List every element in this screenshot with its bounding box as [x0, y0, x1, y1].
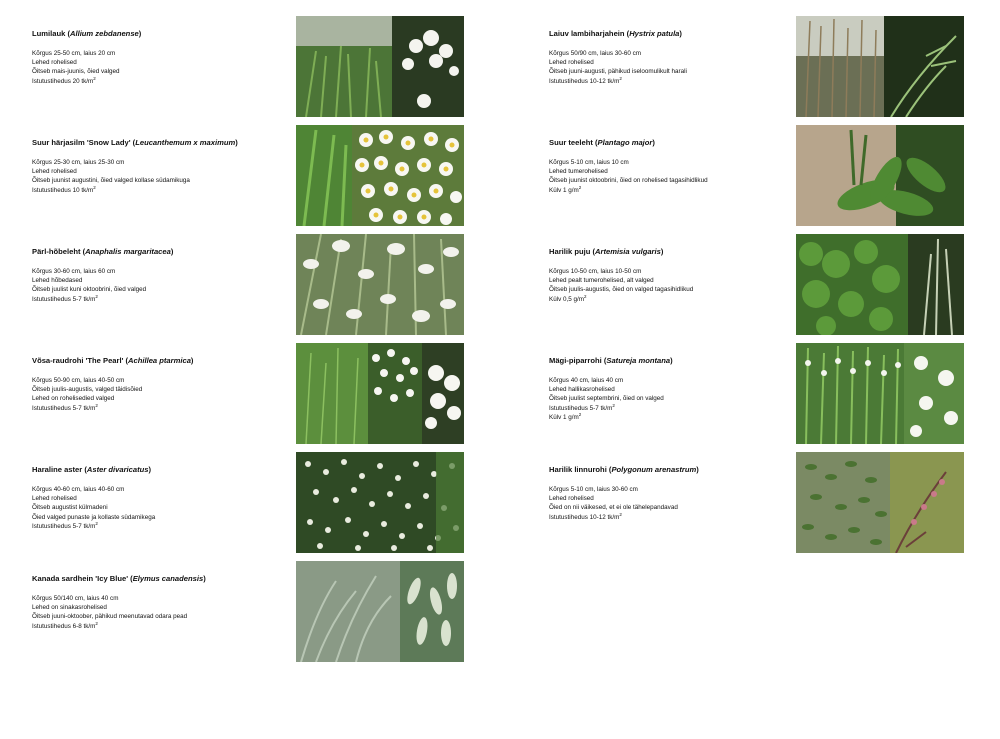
achillea-photo [296, 343, 464, 444]
superscript: 2 [578, 184, 582, 190]
plant-entry-suur-harjasilm: Suur härjasilm 'Snow Lady' (Leucanthemum x maximum) Kõrgus 25-30 cm, laius 25-30 cm Lehed rohelised Õitseb juunist augustini, õied valged kollase südamikuga Istutustihedus 10 $tk/m^2$ [32, 138, 282, 195]
superscript: 2 [619, 511, 622, 517]
plant-spec-line: Õitseb juunist oktoobrini, õied on rohelised tagasihidlikud [549, 177, 708, 185]
plant-spec-line: Istutustihedus 5-7 tk/m [549, 404, 613, 412]
anaphalis-photo [296, 234, 464, 335]
plant-spec-line: Lehed tumerohelised [549, 168, 608, 176]
plant-entry-haraline-aster: Haraline aster (Aster divaricatus) Kõrgus 40-60 cm, laius 40-60 cm Lehed rohelised Õitseb augustist külmadeni Õied valged punaste ja kollaste südamikega Istutustihedus 5-7 $tk/m^2$ [32, 465, 282, 531]
plant-spec-line: Lehed hallikasrohelised [549, 386, 615, 394]
plant-entry-parl-hobeleht: Pärl-hõbeleht (Anaphalis margaritacea) Kõrgus 30-60 cm, laius 60 cm Lehed hõbedased Õitseb juulist kuni oktoobrini, õied valged Istutustihedus 5-7 $tk/m^2$ [32, 247, 282, 304]
hystrix-photo [796, 16, 964, 117]
plant-spec-line: Õitseb mais-juunis, õied valged [32, 68, 120, 76]
plant-entry-harilik-puju: Harilik puju (Artemisia vulgaris) Kõrgus 10-50 cm, laius 10-50 cm Lehed pealt tumerohelised, alt valged Õitseb juulis-augustis, õied on valged tagasihidlikud Külv 0,5 $g/m^2$ [549, 247, 799, 304]
allium-photo [296, 16, 464, 117]
plant-latin-name: Polygonum arenastrum [611, 465, 697, 474]
plant-spec-line: Istutustihedus 6-8 tk/m [32, 622, 96, 630]
plant-spec-line: Lehed on rohelisedied valged [32, 395, 115, 403]
plant-entry-vosa-raudrohi: Võsa-raudrohi 'The Pearl' (Achillea ptarmica) Kõrgus 50-90 cm, laius 40-50 cm Õitseb juulis-augustis, valged täidisõied Lehed on rohelisedied valged Istutustihedus 5-7 $tk/m^2$ [32, 356, 282, 413]
plant-entry-magi-piparrohi: Mägi-piparrohi (Satureja montana) Kõrgus 40 cm, laius 40 cm Lehed hallikasrohelised Õitseb juulist septembrini, õied on valged Istutustihedus 5-7 $tk/m^2$ Külv 1 $g/m^2$ [549, 356, 799, 422]
plant-spec-line: Kõrgus 30-60 cm, laius 60 cm [32, 268, 116, 275]
plant-spec-line: Istutustihedus 10-12 tk/m [549, 513, 620, 521]
plant-spec-line: Kõrgus 50/140 cm, laius 40 cm [32, 595, 119, 602]
plant-spec-line: Kõrgus 40 cm, laius 40 cm [549, 377, 624, 384]
plant-common-name: Suur härjasilm 'Snow Lady' [32, 138, 131, 147]
plantago-photo [796, 125, 964, 226]
superscript: 2 [95, 520, 98, 526]
plant-spec-line: Külv 1 g/m [549, 413, 579, 421]
plant-spec-line: Õitseb juulist kuni oktoobrini, õied valged [32, 286, 147, 294]
plant-spec-line: Õitseb juunist augustini, õied valged kollase südamikuga [32, 177, 190, 185]
plant-spec-line: Õitseb juuni-augusti, pähikud iseloomulikult harali [549, 68, 687, 76]
polygonum-photo [796, 452, 964, 553]
plant-latin-name: Aster divaricatus [86, 465, 149, 474]
plant-spec-line: Külv 0,5 g/m [549, 295, 584, 303]
superscript: 2 [578, 411, 582, 417]
plant-common-name: Harilik puju [549, 247, 591, 256]
plant-common-name: Harilik linnurohi [549, 465, 607, 474]
plant-entry-kanada-sardhein: Kanada sardhein 'Icy Blue' (Elymus canadensis) Kõrgus 50/140 cm, laius 40 cm Lehed on sinakasrohelised Õitseb juuni-oktoober, pähikud meenutavad odara pead Istutustihedus 6-8 $tk/m^2$ [32, 574, 282, 631]
plant-spec-line: Kõrgus 50-90 cm, laius 40-50 cm [32, 377, 125, 384]
plant-common-name: Võsa-raudrohi 'The Pearl' [32, 356, 124, 365]
plant-common-name: Mägi-piparrohi [549, 356, 602, 365]
plant-spec-line: Õitseb augustist külmadeni [32, 504, 108, 512]
plant-spec-line: Istutustihedus 5-7 tk/m [32, 522, 96, 530]
plant-latin-name: Anaphalis margaritacea [85, 247, 171, 256]
plant-spec-line: Kõrgus 25-50 cm, laius 20 cm [32, 50, 116, 57]
plant-spec-line: Lehed rohelised [549, 495, 594, 503]
aster-photo [296, 452, 464, 553]
plant-spec-line: Õied on nii väikesed, et ei ole tähelepandavad [549, 504, 678, 512]
plant-spec-line: Kõrgus 50/90 cm, laius 30-60 cm [549, 50, 642, 57]
plant-spec-line: Kõrgus 5-10 cm, laius 10 cm [549, 159, 629, 166]
plant-entry-lumilauk: Lumilauk (Allium zebdanense) Kõrgus 25-50 cm, laius 20 cm Lehed rohelised Õitseb mais-juunis, õied valged Istutustihedus 20 $tk/m^2$ [32, 29, 282, 86]
plant-spec-line: Õitseb juuni-oktoober, pähikud meenutavad odara pead [32, 613, 188, 621]
superscript: 2 [584, 293, 587, 299]
plant-latin-name: Achillea ptarmica [128, 356, 191, 365]
plant-spec-line: Õitseb juulis-augustis, õied on valged tagasihidlikud [549, 286, 694, 294]
plant-spec-line: Istutustihedus 5-7 tk/m [32, 295, 96, 303]
plant-spec-line: Istutustihedus 10-12 tk/m [549, 77, 620, 85]
plant-spec-line: Kõrgus 10-50 cm, laius 10-50 cm [549, 268, 642, 275]
plant-entry-suur-teeleht: Suur teeleht (Plantago major) Kõrgus 5-10 cm, laius 10 cm Lehed tumerohelised Õitseb juunist oktoobrini, õied on rohelised tagasihidlikud Külv 1 $g/m^2$ [549, 138, 799, 195]
plant-spec-line: Kõrgus 5-10 cm, laius 30-60 cm [549, 486, 638, 493]
superscript: 2 [93, 75, 96, 81]
artemisia-photo [796, 234, 964, 335]
plant-spec-line: Lehed rohelised [32, 495, 77, 503]
superscript: 2 [612, 402, 615, 408]
superscript: 2 [619, 75, 622, 81]
plant-spec-line: Õitseb juulist septembrini, õied on valged [549, 395, 664, 403]
plant-spec-line: Kõrgus 25-30 cm, laius 25-30 cm [32, 159, 125, 166]
plant-common-name: Haraline aster [32, 465, 83, 474]
plant-spec-line: Lehed hõbedased [32, 277, 83, 285]
plant-spec-line: Kõrgus 40-60 cm, laius 40-60 cm [32, 486, 125, 493]
superscript: 2 [93, 184, 96, 190]
plant-common-name: Lumilauk [32, 29, 66, 38]
plant-entry-harilik-linnurohi: Harilik linnurohi (Polygonum arenastrum) Kõrgus 5-10 cm, laius 30-60 cm Lehed rohelised Õied on nii väikesed, et ei ole tähelepandavad Istutustihedus 10-12 $tk/m^2$ [549, 465, 799, 522]
satureja-photo [796, 343, 964, 444]
plant-spec-line: Lehed pealt tumerohelised, alt valged [549, 277, 654, 285]
plant-common-name: Pärl-hõbeleht [32, 247, 81, 256]
plant-spec-line: Istutustihedus 5-7 tk/m [32, 404, 96, 412]
plant-entry-laiuv-lambiharjahein: Laiuv lambiharjahein (Hystrix patula) Kõrgus 50/90 cm, laius 30-60 cm Lehed rohelised Õitseb juuni-augusti, pähikud iseloomulikult harali Istutustihedus 10-12 $tk/m^2$ [549, 29, 799, 86]
superscript: 2 [95, 620, 98, 626]
plant-spec-line: Lehed rohelised [549, 59, 594, 67]
superscript: 2 [95, 402, 98, 408]
plant-latin-name: Allium zebdanense [69, 29, 139, 38]
plant-latin-name: Satureja montana [606, 356, 671, 365]
plant-spec-line: Lehed rohelised [32, 59, 77, 67]
superscript: 2 [95, 293, 98, 299]
plant-latin-name: Leucanthemum x maximum [135, 138, 236, 147]
plant-latin-name: Artemisia vulgaris [595, 247, 661, 256]
leucanthemum-photo [296, 125, 464, 226]
plant-spec-line: Lehed on sinakasrohelised [32, 604, 107, 612]
plant-latin-name: Plantago major [597, 138, 653, 147]
plant-spec-line: Istutustihedus 20 tk/m [32, 77, 94, 85]
plant-spec-line: Külv 1 g/m [549, 186, 579, 194]
plant-common-name: Kanada sardhein 'Icy Blue' [32, 574, 129, 583]
plant-common-name: Suur teeleht [549, 138, 593, 147]
plant-latin-name: Elymus canadensis [132, 574, 204, 583]
plant-spec-line: Õied valged punaste ja kollaste südamikega [32, 513, 156, 521]
plant-latin-name: Hystrix patula [629, 29, 680, 38]
plant-spec-line: Lehed rohelised [32, 168, 77, 176]
plant-common-name: Laiuv lambiharjahein [549, 29, 625, 38]
plant-spec-line: Õitseb juulis-augustis, valged täidisõied [32, 386, 143, 394]
plant-spec-line: Istutustihedus 10 tk/m [32, 186, 94, 194]
elymus-photo [296, 561, 464, 662]
